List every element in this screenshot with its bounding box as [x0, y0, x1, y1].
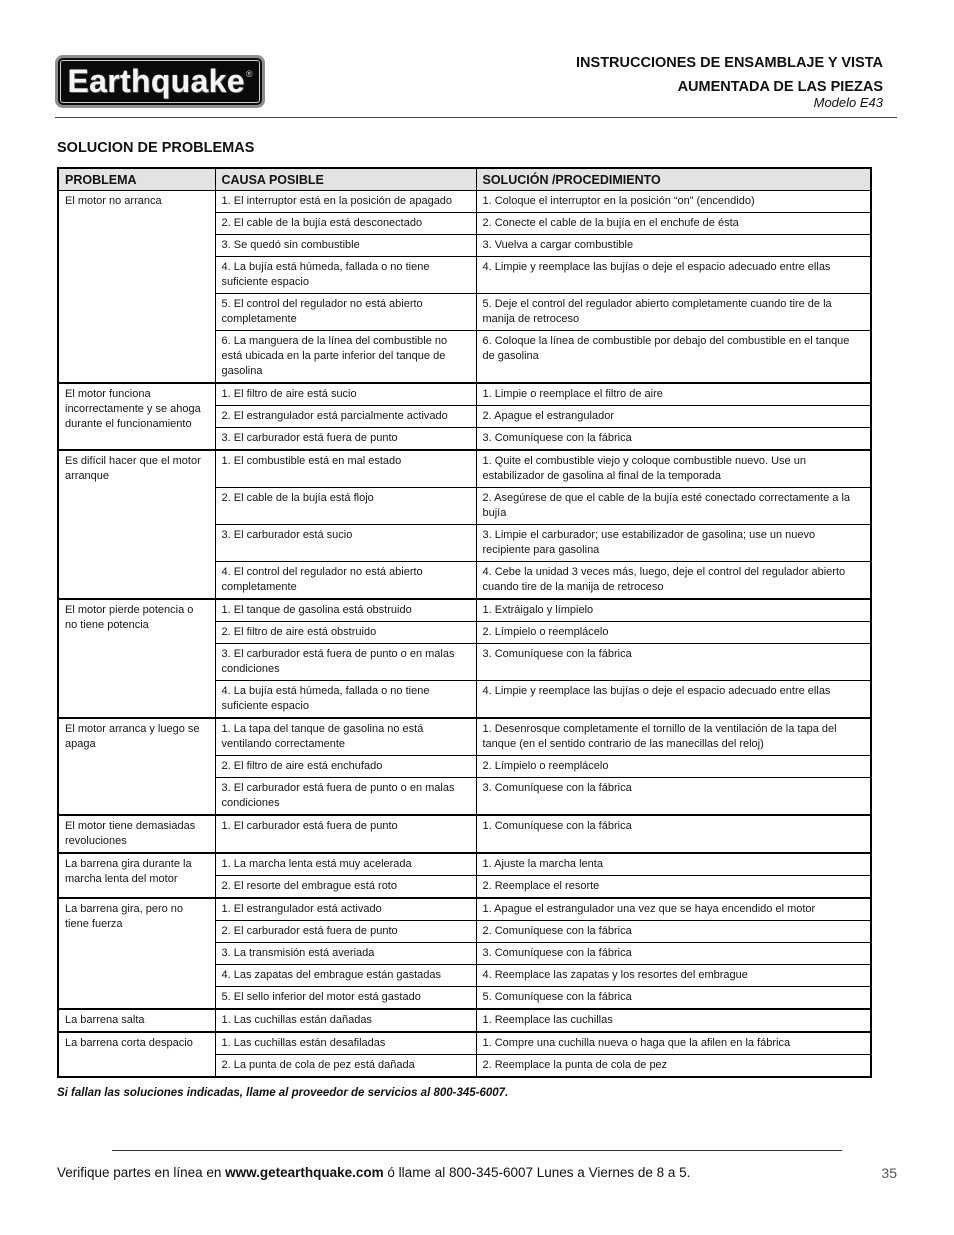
solution-cell: 6. Coloque la línea de combustible por debajo del combustible en el tanque de gasolina — [476, 331, 871, 384]
problem-cell: La barrena gira, pero no tiene fuerza — [58, 898, 215, 1009]
cause-cell: 4. El control del regulador no está abierto completamente — [215, 562, 476, 600]
cause-cell: 1. Las cuchillas están desafiladas — [215, 1032, 476, 1055]
column-header-cause: CAUSA POSIBLE — [215, 168, 476, 191]
cause-cell: 3. El carburador está fuera de punto o en malas condiciones — [215, 778, 476, 816]
solution-cell: 1. Comuníquese con la fábrica — [476, 815, 871, 853]
solution-cell: 2. Reemplace la punta de cola de pez — [476, 1055, 871, 1078]
title-line-1: INSTRUCCIONES DE ENSAMBLAJE Y VISTA — [576, 55, 883, 71]
page-number: 35 — [881, 1165, 897, 1181]
problem-cell: El motor pierde potencia o no tiene potencia — [58, 599, 215, 718]
solution-cell: 5. Deje el control del regulador abierto completamente cuando tire de la manija de retroceso — [476, 294, 871, 331]
cause-cell: 1. El tanque de gasolina está obstruido — [215, 599, 476, 622]
problem-cell: El motor tiene demasiadas revoluciones — [58, 815, 215, 853]
table-row — [58, 853, 871, 876]
service-note: Si fallan las soluciones indicadas, llame al proveedor de servicios al 800-345-6007. — [57, 1087, 509, 1099]
solution-cell: 1. Apague el estrangulador una vez que se haya encendido el motor — [476, 898, 871, 921]
solution-cell: 4. Reemplace las zapatas y los resortes del embrague — [476, 965, 871, 987]
problem-cell: El motor no arranca — [58, 191, 215, 384]
cause-cell: 3. El carburador está fuera de punto o en malas condiciones — [215, 644, 476, 681]
solution-cell: 2. Apague el estrangulador — [476, 406, 871, 428]
table-row — [58, 898, 871, 921]
solution-cell: 3. Comuníquese con la fábrica — [476, 778, 871, 816]
table-row — [58, 1009, 871, 1032]
problem-cell: Es difícil hacer que el motor arranque — [58, 450, 215, 599]
solution-cell: 2. Reemplace el resorte — [476, 876, 871, 899]
footer-divider — [112, 1150, 842, 1151]
cause-cell: 2. El filtro de aire está obstruido — [215, 622, 476, 644]
column-header-problem: PROBLEMA — [58, 168, 215, 191]
solution-cell: 1. Coloque el interruptor en la posición “on” (encendido) — [476, 191, 871, 213]
model-label: Modelo E43 — [813, 95, 883, 110]
solution-cell: 2. Límpielo o reemplácelo — [476, 756, 871, 778]
cause-cell: 3. La transmisión está averiada — [215, 943, 476, 965]
footer — [57, 1164, 690, 1182]
table-row — [58, 191, 871, 213]
cause-cell: 1. El interruptor está en la posición de apagado — [215, 191, 476, 213]
cause-cell: 5. El control del regulador no está abierto completamente — [215, 294, 476, 331]
cause-cell: 2. El cable de la bujía está desconectado — [215, 213, 476, 235]
problem-cell: La barrena salta — [58, 1009, 215, 1032]
problem-cell: La barrena corta despacio — [58, 1032, 215, 1077]
cause-cell: 5. El sello inferior del motor está gastado — [215, 987, 476, 1010]
solution-cell: 3. Comuníquese con la fábrica — [476, 428, 871, 451]
solution-cell: 1. Reemplace las cuchillas — [476, 1009, 871, 1032]
solution-cell: 3. Comuníquese con la fábrica — [476, 943, 871, 965]
footer-text-after: ó llame al 800-345-6007 Lunes a Viernes de 8 a 5. — [383, 1165, 691, 1180]
cause-cell: 1. El combustible está en mal estado — [215, 450, 476, 488]
solution-cell: 1. Desenrosque completamente el tornillo de la ventilación de la tapa del tanque (en el sentido contrario de las manecillas del reloj) — [476, 718, 871, 756]
cause-cell: 3. El carburador está sucio — [215, 525, 476, 562]
solution-cell: 1. Extráigalo y límpielo — [476, 599, 871, 622]
table-header-row — [58, 168, 871, 191]
troubleshooting-section — [57, 167, 870, 1101]
problem-cell: El motor arranca y luego se apaga — [58, 718, 215, 815]
cause-cell: 2. El filtro de aire está enchufado — [215, 756, 476, 778]
solution-cell: 3. Limpie el carburador; use estabilizador de gasolina; use un nuevo recipiente para gasolina — [476, 525, 871, 562]
cause-cell: 1. El estrangulador está activado — [215, 898, 476, 921]
footer-text-before: Verifique partes en línea en — [57, 1165, 226, 1180]
solution-cell: 2. Asegúrese de que el cable de la bujía esté conectado correctamente a la bujía — [476, 488, 871, 525]
solution-cell: 4. Limpie y reemplace las bujías o deje el espacio adecuado entre ellas — [476, 681, 871, 719]
cause-cell: 2. El resorte del embrague está roto — [215, 876, 476, 899]
cause-cell: 2. El cable de la bujía está flojo — [215, 488, 476, 525]
header-divider — [55, 117, 897, 118]
table-row — [58, 1032, 871, 1055]
solution-cell: 2. Comuníquese con la fábrica — [476, 921, 871, 943]
cause-cell: 4. La bujía está húmeda, fallada o no tiene suficiente espacio — [215, 257, 476, 294]
problem-cell: La barrena gira durante la marcha lenta del motor — [58, 853, 215, 898]
website-url: www.getearthquake.com — [225, 1165, 384, 1180]
column-header-solution: SOLUCIÓN /PROCEDIMIENTO — [476, 168, 871, 191]
cause-cell: 2. La punta de cola de pez está dañada — [215, 1055, 476, 1078]
solution-cell: 2. Límpielo o reemplácelo — [476, 622, 871, 644]
cause-cell: 4. La bujía está húmeda, fallada o no tiene suficiente espacio — [215, 681, 476, 719]
solution-cell: 1. Compre una cuchilla nueva o haga que la afilen en la fábrica — [476, 1032, 871, 1055]
earthquake-logo — [55, 55, 265, 108]
solution-cell: 3. Comuníquese con la fábrica — [476, 644, 871, 681]
title-line-2: AUMENTADA DE LAS PIEZAS — [677, 79, 883, 95]
cause-cell: 2. El estrangulador está parcialmente activado — [215, 406, 476, 428]
cause-cell: 4. Las zapatas del embrague están gastadas — [215, 965, 476, 987]
section-title: SOLUCION DE PROBLEMAS — [57, 140, 255, 156]
solution-cell: 4. Limpie y reemplace las bujías o deje el espacio adecuado entre ellas — [476, 257, 871, 294]
table-row — [58, 450, 871, 488]
solution-cell: 3. Vuelva a cargar combustible — [476, 235, 871, 257]
solution-cell: 1. Limpie o reemplace el filtro de aire — [476, 383, 871, 406]
cause-cell: 2. El carburador está fuera de punto — [215, 921, 476, 943]
table-row — [58, 383, 871, 406]
solution-cell: 1. Ajuste la marcha lenta — [476, 853, 871, 876]
solution-cell: 2. Conecte el cable de la bujía en el enchufe de ésta — [476, 213, 871, 235]
table-row — [58, 815, 871, 853]
logo-text: Earthquake — [67, 62, 245, 99]
table-row — [58, 599, 871, 622]
cause-cell: 3. Se quedó sin combustible — [215, 235, 476, 257]
solution-cell: 1. Quite el combustible viejo y coloque combustible nuevo. Use un estabilizador de gasolina al final de la temporada — [476, 450, 871, 488]
problem-cell: El motor funciona incorrectamente y se ahoga durante el funcionamiento — [58, 383, 215, 450]
cause-cell: 1. La marcha lenta está muy acelerada — [215, 853, 476, 876]
page-header-title — [576, 51, 883, 111]
cause-cell: 1. El carburador está fuera de punto — [215, 815, 476, 853]
registered-mark: ® — [245, 69, 253, 79]
solution-cell: 5. Comuníquese con la fábrica — [476, 987, 871, 1010]
cause-cell: 1. El filtro de aire está sucio — [215, 383, 476, 406]
troubleshooting-table — [57, 167, 872, 1078]
solution-cell: 4. Cebe la unidad 3 veces más, luego, deje el control del regulador abierto cuando tire de la manija de retroceso — [476, 562, 871, 600]
cause-cell: 1. La tapa del tanque de gasolina no está ventilando correctamente — [215, 718, 476, 756]
cause-cell: 3. El carburador está fuera de punto — [215, 428, 476, 451]
cause-cell: 6. La manguera de la línea del combustible no está ubicada en la parte inferior del tanque de gasolina — [215, 331, 476, 384]
cause-cell: 1. Las cuchillas están dañadas — [215, 1009, 476, 1032]
table-row — [58, 718, 871, 756]
